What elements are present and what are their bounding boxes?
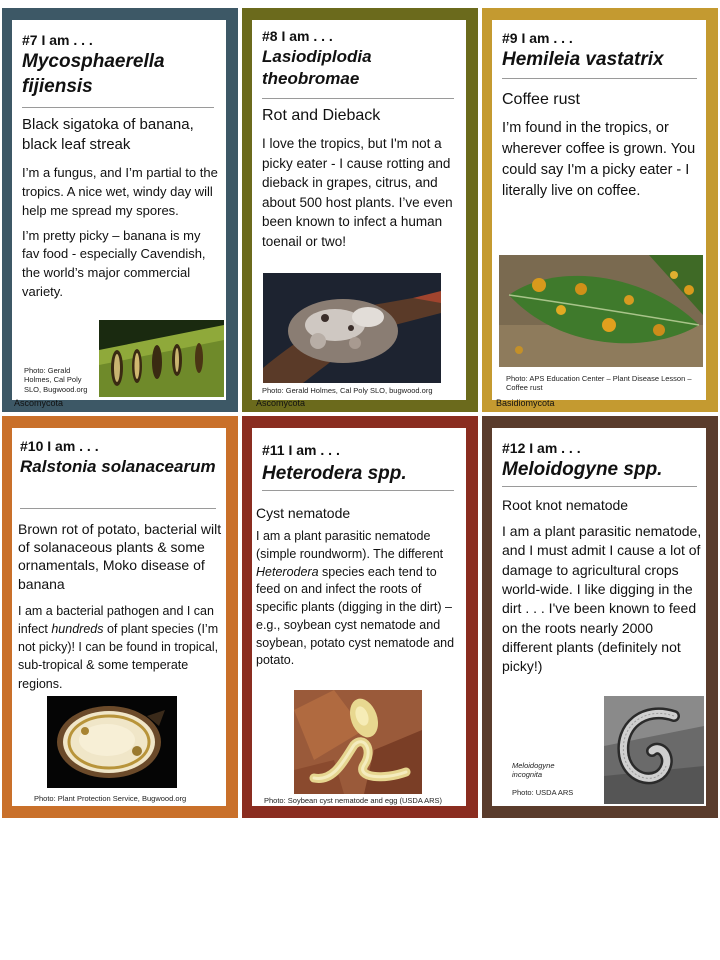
photo-credit: Photo: Plant Protection Service, Bugwood.org (34, 794, 187, 803)
divider (20, 508, 216, 509)
card-number: #7 I am . . . (22, 32, 93, 48)
photo-credit: Photo: Soybean cyst nematode and egg (USDA ARS) (264, 796, 443, 805)
divider (502, 78, 697, 79)
card-number: #10 I am . . . (20, 438, 99, 454)
divider (262, 490, 454, 491)
photo-species: Meloidogyne incognita (512, 761, 555, 780)
card-number: #8 I am . . . (262, 28, 333, 44)
description-text: I am a plant parasitic nematode (simple roundworm). The different (256, 529, 444, 561)
card-7-panel (12, 20, 226, 400)
card-12 (482, 416, 718, 818)
phylum-label: Ascomycota (256, 398, 306, 408)
description-emphasis: hundreds (51, 622, 104, 637)
description (18, 602, 224, 699)
photo-credit: Photo: APS Education Center – Plant Disease Lesson – Coffee rust (506, 374, 692, 393)
common-name: Black sigatoka of banana, black leaf streak (22, 116, 194, 153)
card-12-panel (492, 428, 706, 806)
scientific-name: Heterodera spp. (262, 463, 407, 484)
phylum-label: Basidiomycota (496, 398, 555, 408)
description-paragraph: I love the tropics, but I'm not a picky eater - I cause rotting and dieback in grapes, citrus, and about 500 host plants. I’ve even been known to infect a human toenail or two! (262, 136, 453, 249)
description (256, 528, 464, 676)
card-9 (482, 8, 718, 412)
card-7 (2, 8, 238, 412)
description-text: of plant species (I’m not picky)! I can be found in tropical, sub-tropical & some temperate regions. (18, 622, 219, 691)
card-11-panel (252, 428, 466, 806)
card-8 (242, 8, 478, 412)
card-8-panel (252, 20, 466, 400)
description (502, 522, 704, 683)
card-number: #12 I am . . . (502, 440, 581, 456)
description-paragraph: I’m found in the tropics, or wherever coffee is grown. You could say I'm a picky eater - I literally live on coffee. (502, 120, 696, 200)
description-paragraph (18, 602, 224, 693)
scientific-name: Ralstonia solanacearum (20, 457, 216, 476)
divider (262, 98, 454, 99)
lasiodiplodia-photo (263, 273, 441, 383)
common-name: Root knot nematode (502, 497, 629, 513)
banana-leaf-photo (99, 320, 224, 397)
description-paragraph: I’m pretty picky – banana is my fav food - especially Cavendish, the world’s major commercial variety. (22, 227, 206, 300)
divider (502, 486, 697, 487)
scientific-name: Meloidogyne spp. (502, 459, 663, 480)
card-9-panel (492, 20, 706, 400)
common-name: Cyst nematode (256, 505, 351, 521)
description-text: I am a bacterial pathogen and I can infect (18, 604, 214, 637)
common-name: Coffee rust (502, 91, 580, 108)
description (262, 134, 464, 257)
scientific-name: Hemileia vastatrix (502, 49, 664, 70)
description (22, 164, 220, 308)
card-10-panel (12, 428, 226, 806)
photo-credit: Photo: Gerald Holmes, Cal Poly SLO, Bugwood.org (24, 366, 88, 394)
card-number: #9 I am . . . (502, 30, 573, 46)
photo-credit: Photo: USDA ARS (512, 788, 574, 797)
phylum-label: Ascomycota (14, 398, 64, 408)
cyst-nematode-photo (294, 690, 422, 794)
potato-tuber-photo (47, 696, 177, 788)
description-paragraph: I’m a fungus, and I’m partial to the tropics. A nice wet, windy day will help me spread my spores. (22, 165, 218, 218)
coffee-leaf-photo (499, 255, 703, 367)
description-text: species each tend to feed on and infect the roots of specific plants (digging in the dirt) – e.g., soybean cyst nematode and soybean, potato cyst nematode and potato. (256, 564, 455, 668)
common-name: Brown rot of potato, bacterial wilt of solanaceous plants & some ornamentals, Moko disease of banana (18, 521, 222, 592)
divider (22, 107, 214, 108)
photo-credit: Photo: Gerald Holmes, Cal Poly SLO, bugwood.org (262, 386, 433, 395)
description (502, 118, 706, 208)
description-paragraph (256, 528, 464, 670)
description-emphasis: Heterodera (256, 564, 319, 579)
scientific-name: Mycosphaerella fijiensis (22, 51, 165, 97)
card-11 (242, 416, 478, 818)
description-paragraph: I am a plant parasitic nematode, and I must admit I cause a lot of damage to agricultural crops world-wide. I like digging in the dirt . . . I've been known to feed on the roots nearly 2000 different plants (definitely not picky!) (502, 523, 702, 675)
card-10 (2, 416, 238, 818)
root-knot-nematode-photo (604, 696, 704, 804)
scientific-name: Lasiodiplodia theobromae (262, 47, 372, 89)
card-number: #11 I am . . . (262, 442, 340, 458)
common-name: Rot and Dieback (262, 107, 381, 124)
